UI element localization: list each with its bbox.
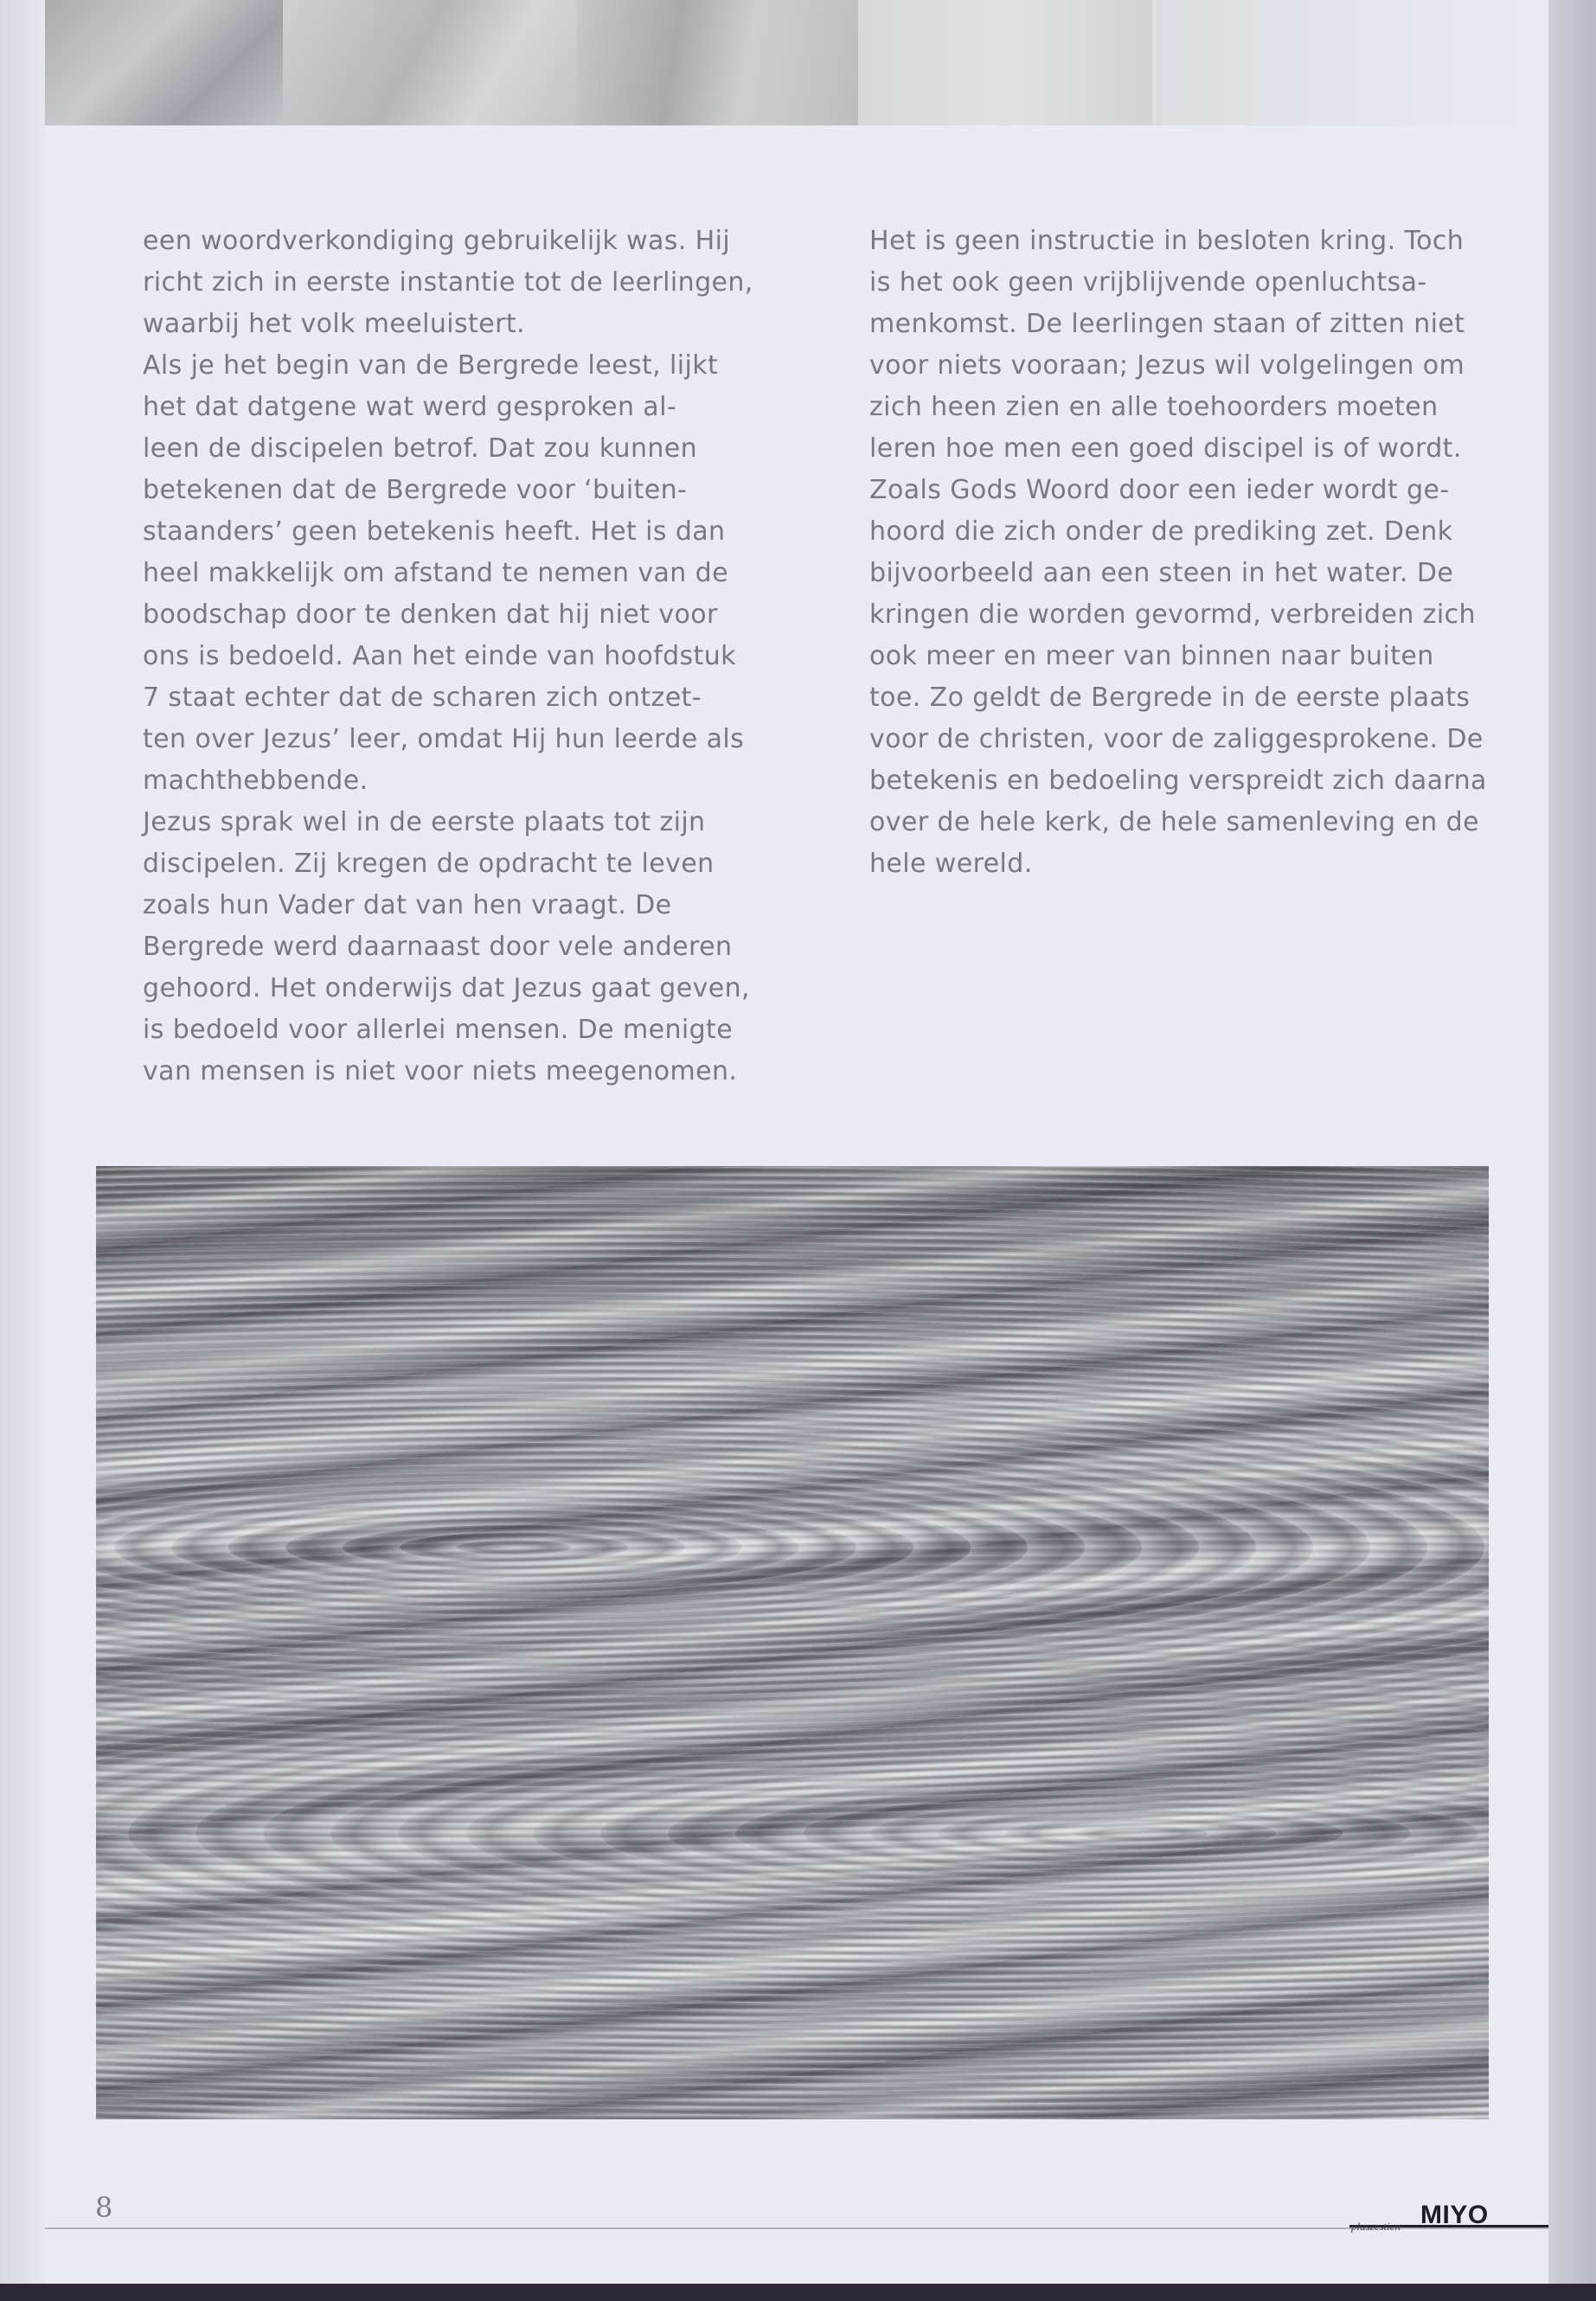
text-line: over de hele kerk, de hele samenleving en de: [869, 807, 1479, 837]
text-line: is het ook geen vrijblijvende openluchtsa-: [869, 267, 1427, 298]
text-line: betekenen dat de Bergrede voor ‘buiten-: [143, 475, 688, 505]
footer-rule: [45, 2227, 1548, 2229]
text-line: menkomst. De leerlingen staan of zitten niet: [869, 309, 1465, 339]
left-text-column: [143, 221, 766, 1093]
text-line: van mensen is niet voor niets meegenomen.: [143, 1056, 738, 1086]
top-photo-strip: [45, 0, 1152, 125]
text-line: heel makkelijk om afstand te nemen van de: [143, 558, 728, 588]
brand-logo: MIYO: [1420, 2201, 1489, 2229]
text-line: ook meer en meer van binnen naar buiten: [869, 641, 1434, 671]
text-line: richt zich in eerste instantie tot de leerlingen,: [143, 267, 753, 298]
text-line: betekenis en bedoeling verspreidt zich daarna: [869, 766, 1487, 796]
scan-edge-bottom: [0, 2284, 1596, 2301]
water-photo-ripples: [96, 1166, 1489, 2119]
text-line: het dat datgene wat werd gesproken al-: [143, 392, 677, 422]
text-line: Het is geen instructie in besloten kring. Toch: [869, 226, 1465, 256]
scan-edge-left: [0, 0, 45, 2301]
right-text-column: [869, 221, 1492, 885]
text-line: zich heen zien en alle toehoorders moeten: [869, 392, 1439, 422]
photo-tile: [283, 0, 577, 125]
text-line: Bergrede werd daarnaast door vele anderen: [143, 932, 733, 962]
text-line: Als je het begin van de Bergrede leest, lijkt: [143, 350, 719, 381]
photo-tile: [45, 0, 283, 125]
text-line: hele wereld.: [869, 849, 1033, 879]
page-number: 8: [95, 2191, 113, 2224]
text-line: discipelen. Zij kregen de opdracht te leven: [143, 849, 715, 879]
text-line: bijvoorbeeld aan een steen in het water. De: [869, 558, 1454, 588]
photo-tile: [577, 0, 858, 125]
text-line: voor niets vooraan; Jezus wil volgelingen om: [869, 350, 1465, 381]
scan-edge-right: [1548, 0, 1596, 2301]
text-line: leen de discipelen betrof. Dat zou kunnen: [143, 433, 698, 464]
text-line: ten over Jezus’ leer, omdat Hij hun leerde als: [143, 724, 745, 754]
text-line: machthebbende.: [143, 766, 369, 796]
text-line: leren hoe men een goed discipel is of wordt.: [869, 433, 1462, 464]
text-line: Zoals Gods Woord door een ieder wordt ge-: [869, 475, 1450, 505]
text-line: is bedoeld voor allerlei mensen. De menigte: [143, 1015, 734, 1045]
text-line: voor de christen, voor de zaliggesprokene. De: [869, 724, 1484, 754]
text-line: boodschap door te denken dat hij niet voor: [143, 599, 718, 630]
text-line: staanders’ geen betekenis heeft. Het is dan: [143, 516, 726, 547]
text-line: gehoord. Het onderwijs dat Jezus gaat geven,: [143, 973, 750, 1003]
text-line: waarbij het volk meeluistert.: [143, 309, 525, 339]
photo-tile: [858, 0, 1152, 125]
photo-strip-fade: [1152, 0, 1548, 125]
text-line: ons is bedoeld. Aan het einde van hoofdstuk: [143, 641, 736, 671]
text-line: toe. Zo geldt de Bergrede in de eerste plaats: [869, 683, 1471, 713]
text-line: een woordverkondiging gebruikelijk was. Hij: [143, 226, 731, 256]
text-line: hoord die zich onder de prediking zet. Denk: [869, 516, 1453, 547]
text-line: kringen die worden gevormd, verbreiden zich: [869, 599, 1476, 630]
brand-subtitle: pluszestien: [1351, 2220, 1401, 2233]
text-line: zoals hun Vader dat van hen vraagt. De: [143, 890, 672, 920]
text-line: Jezus sprak wel in de eerste plaats tot zijn: [143, 807, 706, 837]
text-line: 7 staat echter dat de scharen zich ontzet-: [143, 683, 702, 713]
